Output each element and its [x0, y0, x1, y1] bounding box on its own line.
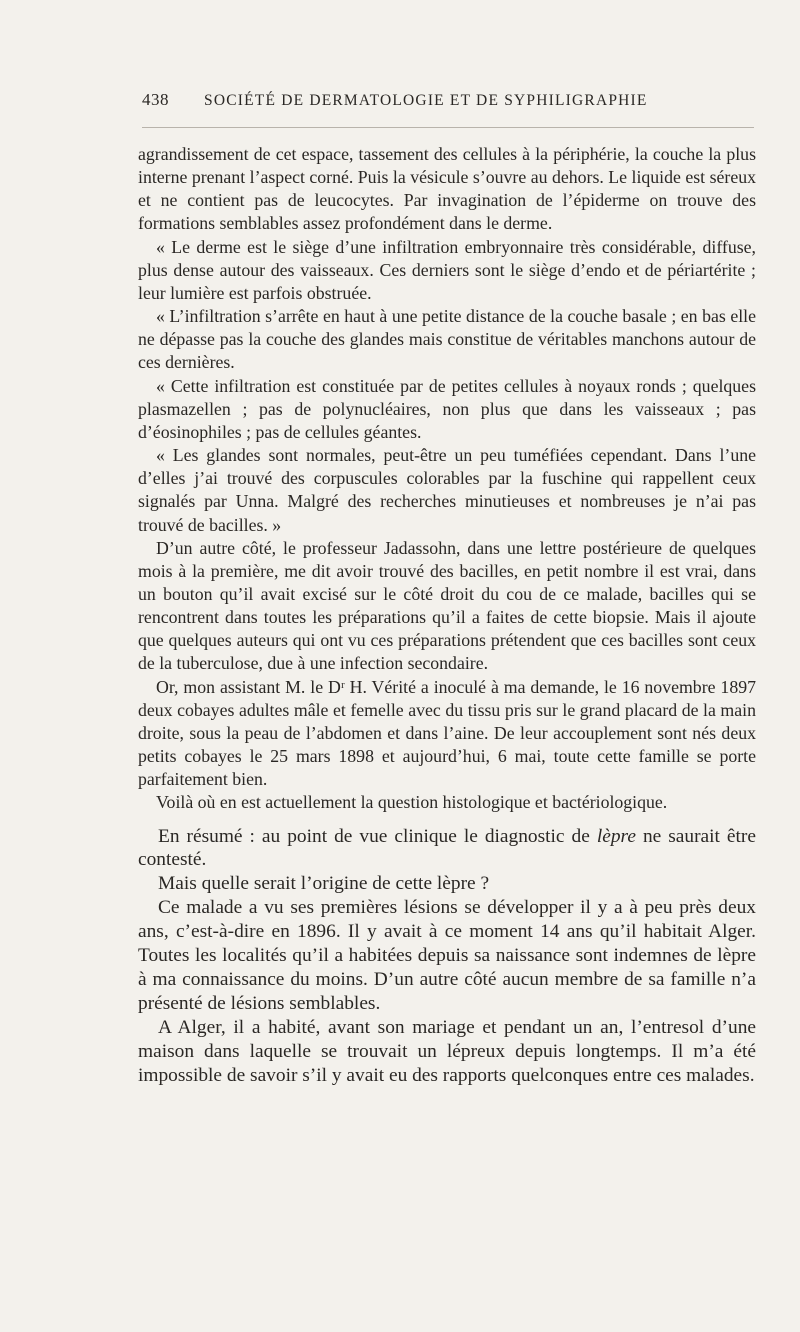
- text-run: ne saurait être contesté.: [138, 825, 756, 871]
- text-run: En résumé : au point de vue clinique le diagnostic de: [158, 825, 597, 847]
- paragraph: agrandissement de cet espace, tassement des cellules à la périphérie, la couche la plus interne prenant l’aspect corné. Puis la vésicule s’ouvre au dehors. Le liquide est séreux et ne contient pas de leucocytes. Par invagination de l’épiderme on trouve des formations semblables assez profondément dans le derme.: [138, 144, 756, 234]
- quoted-report-section: [138, 143, 756, 815]
- paragraph: « Cette infiltration est constituée par de petites cellules à noyaux ronds ; quelques plasmazellen ; pas de polynucléaires, non plus que dans les vaisseaux ; pas d’éosinophiles ; pas de cellules géantes.: [138, 375, 756, 442]
- italic-term: lèpre: [596, 825, 636, 847]
- paragraph: Or, mon assistant M. le Dʳ H. Vérité a inoculé à ma demande, le 16 novembre 1897 deux cobayes adultes mâle et femelle avec du tissu pris sur le grand placard de la main droite, sous la peau de l’abdomen et dans l’aine. De leur accouplement sont nés deux petits cobayes le 25 mars 1898 et aujourd’hui, 6 mai, toute cette famille se porte parfaitement bien.: [138, 676, 756, 790]
- paragraph: A Alger, il a habité, avant son mariage et pendant un an, l’entresol d’une maison dans laquelle se trouvait un lépreux depuis longtemps. Il m’a été impossible de savoir s’il y avait eu des rapports quelconques entre ces malades.: [138, 1017, 756, 1087]
- paragraph: Ce malade a vu ses premières lésions se développer il y a à peu près deux ans, c’est-à-dire en 1896. Il y avait à ce moment 14 ans qu’il habitait Alger. Toutes les localités qu’il a habitées depuis sa naissance sont indemnes de lèpre à ma connaissance du moins. D’un autre côté aucun membre de sa famille n’a présenté de lésions semblables.: [138, 897, 756, 1015]
- paragraph: D’un autre côté, le professeur Jadassohn, dans une lettre postérieure de quelques mois à la première, me dit avoir trouvé des bacilles, en petit nombre il est vrai, dans un bouton qu’il avait excisé sur le côté droit du cou de ce malade, bacilles qui se rencontrent dans toutes les préparations qu’il a faites de cette biopsie. Mais il ajoute que quelques auteurs qui ont vu ces préparations prétendent que ces bacilles sont ceux de la tuberculose, due à une infection secondaire.: [138, 537, 756, 674]
- paragraph: « L’infiltration s’arrête en haut à une petite distance de la couche basale ; en bas elle ne dépasse pas la couche des glandes mais constitue de véritables manchons autour de ces dernières.: [138, 306, 756, 373]
- paragraph: Voilà où en est actuellement la question histologique et bactériologique.: [156, 792, 668, 813]
- paragraph: [138, 825, 756, 873]
- page-number: 438: [142, 90, 169, 109]
- paragraph: Mais quelle serait l’origine de cette lèpre ?: [158, 873, 490, 895]
- header-rule: [142, 127, 754, 128]
- paragraph: « Les glandes sont normales, peut-être un peu tuméfiées cependant. Dans l’une d’elles j’ai trouvé des corpuscules colorables par la fuschine qui rappellent ceux signalés par Unna. Malgré des recherches minutieuses et nombreuses je n’ai pas trouvé de bacilles. »: [138, 445, 756, 535]
- running-title: SOCIÉTÉ DE DERMATOLOGIE ET DE SYPHILIGRAPHIE: [204, 92, 648, 109]
- body-text: [138, 143, 756, 1088]
- main-text-section: [138, 825, 756, 1088]
- paragraph: « Le derme est le siège d’une infiltration embryonnaire très considérable, diffuse, plus dense autour des vaisseaux. Ces derniers sont le siège d’endo et de périartérite ; leur lumière est parfois obstruée.: [138, 236, 756, 303]
